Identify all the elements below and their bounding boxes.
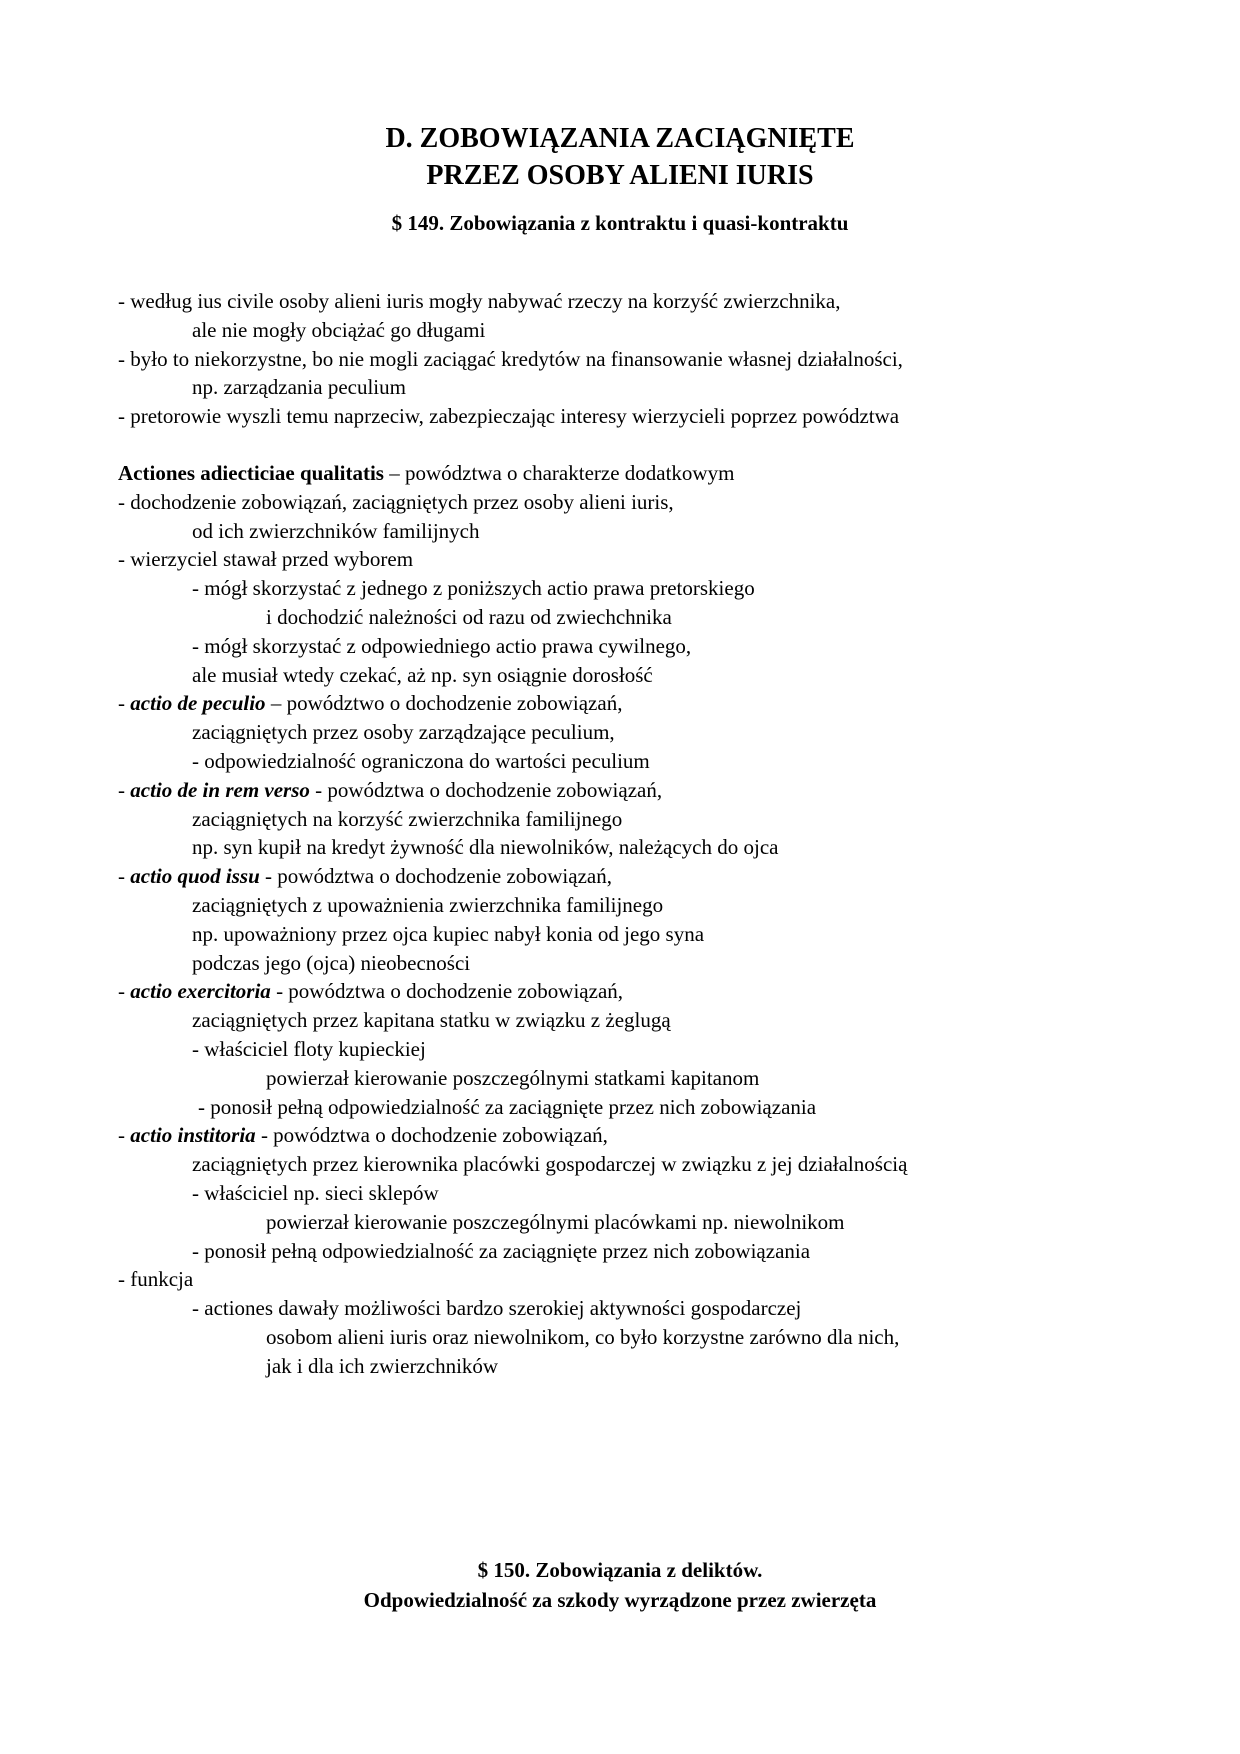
bullet-dash: -: [118, 864, 131, 889]
text-line: zaciągniętych przez kierownika placówki gospodarczej w związku z jej działalnością: [192, 1152, 908, 1177]
actio-de-peculio-line: [118, 689, 1118, 718]
text-line: - właściciel floty kupieckiej: [192, 1036, 426, 1061]
text-line: zaciągniętych przez osoby zarządzające peculium,: [192, 720, 615, 745]
text-line: ale musiał wtedy czekać, aż np. syn osiągnie dorosłość: [192, 662, 653, 687]
actio-quod-iussu-line: [118, 862, 1118, 891]
section-150-subheading: Odpowiedzialność za szkody wyrządzone przez zwierzęta: [363, 1588, 877, 1612]
text-line: - właściciel np. sieci sklepów: [192, 1180, 439, 1205]
text-line: - mógł skorzystać z odpowiedniego actio prawa cywilnego,: [192, 633, 692, 658]
funkcja-label: - funkcja: [118, 1267, 194, 1292]
text-line: np. syn kupił na kredyt żywność dla niewolników, należących do ojca: [192, 835, 779, 860]
actio-quod-iussu-term: actio quod issu: [130, 864, 260, 889]
text-line: np. zarządzania peculium: [192, 375, 406, 400]
actiones-definition-line: [118, 459, 1118, 488]
text-line: zaciągniętych z upoważnienia zwierzchnika familijnego: [192, 892, 664, 917]
text-line: powierzał kierowanie poszczególnymi statkami kapitanom: [266, 1065, 760, 1090]
actiones-definition: – powództwa o charakterze dodatkowym: [383, 460, 735, 485]
paragraph-gap: [118, 431, 1118, 459]
section-150-heading: $ 150. Zobowiązania z deliktów.: [477, 1558, 763, 1582]
text-line: powierzał kierowanie poszczególnymi placówkami np. niewolnikom: [266, 1209, 845, 1234]
actio-de-in-rem-verso-term: actio de in rem verso: [130, 777, 310, 802]
text-line: zaciągniętych przez kapitana statku w związku z żeglugą: [192, 1008, 671, 1033]
actio-exercitoria-term: actio exercitoria: [130, 979, 271, 1004]
actio-description: - powództwa o dochodzenie zobowiązań,: [259, 864, 612, 889]
text-line: - odpowiedzialność ograniczona do wartości peculium: [192, 748, 650, 773]
section-149-body: [118, 287, 1118, 1380]
actio-description: - powództwa o dochodzenie zobowiązań,: [309, 777, 663, 802]
text-line: ale nie mogły obciążać go długami: [192, 317, 486, 342]
text-line: - pretorowie wyszli temu naprzeciw, zabezpieczając interesy wierzycieli poprzez powództwa: [118, 404, 900, 429]
text-line: - actiones dawały możliwości bardzo szerokiej aktywności gospodarczej: [192, 1296, 802, 1321]
text-line: osobom alieni iuris oraz niewolnikom, co było korzystne zarówno dla nich,: [266, 1324, 900, 1349]
text-line: - mógł skorzystać z jednego z poniższych actio prawa pretorskiego: [192, 576, 755, 601]
bullet-dash: -: [118, 1123, 131, 1148]
actio-description: – powództwo o dochodzenie zobowiązań,: [265, 691, 623, 716]
text-line: np. upoważniony przez ojca kupiec nabył konia od jego syna: [192, 921, 705, 946]
text-line: i dochodzić należności od razu od zwiechchnika: [266, 604, 672, 629]
text-line: podczas jego (ojca) nieobecności: [192, 950, 471, 975]
actio-institoria-line: [118, 1121, 1118, 1150]
text-line: - według ius civile osoby alieni iuris mogły nabywać rzeczy na korzyść zwierzchnika,: [118, 289, 841, 313]
actio-de-in-rem-verso-line: [118, 776, 1118, 805]
actio-description: - powództwa o dochodzenie zobowiązań,: [270, 979, 624, 1004]
actiones-term: Actiones adiecticiae qualitatis: [118, 460, 384, 485]
text-line: - wierzyciel stawał przed wyborem: [118, 547, 414, 572]
bullet-dash: -: [118, 691, 131, 716]
actio-exercitoria-line: [118, 977, 1118, 1006]
text-line: od ich zwierzchników familijnych: [192, 518, 480, 543]
text-line: - ponosił pełną odpowiedzialność za zaciągnięte przez nich zobowiązania: [192, 1238, 811, 1263]
text-line: - dochodzenie zobowiązań, zaciągniętych przez osoby alieni iuris,: [118, 489, 674, 514]
document-title-line-1: D. ZOBOWIĄZANIA ZACIĄGNIĘTE: [385, 123, 855, 154]
actio-institoria-term: actio institoria: [130, 1123, 256, 1148]
document-title-line-2: PRZEZ OSOBY ALIENI IURIS: [426, 160, 814, 191]
actio-de-peculio-term: actio de peculio: [130, 691, 266, 716]
text-line: - ponosił pełną odpowiedzialność za zaciągnięte przez nich zobowiązania: [198, 1094, 817, 1119]
bullet-dash: -: [118, 777, 131, 802]
actio-description: - powództwa o dochodzenie zobowiązań,: [255, 1123, 608, 1148]
bullet-dash: -: [118, 979, 131, 1004]
text-line: zaciągniętych na korzyść zwierzchnika familijnego: [192, 806, 623, 831]
section-149-heading: $ 149. Zobowiązania z kontraktu i quasi-kontraktu: [391, 211, 849, 235]
text-line: jak i dla ich zwierzchników: [266, 1353, 499, 1378]
text-line: - było to niekorzystne, bo nie mogli zaciągać kredytów na finansowanie własnej działalności,: [118, 346, 903, 371]
